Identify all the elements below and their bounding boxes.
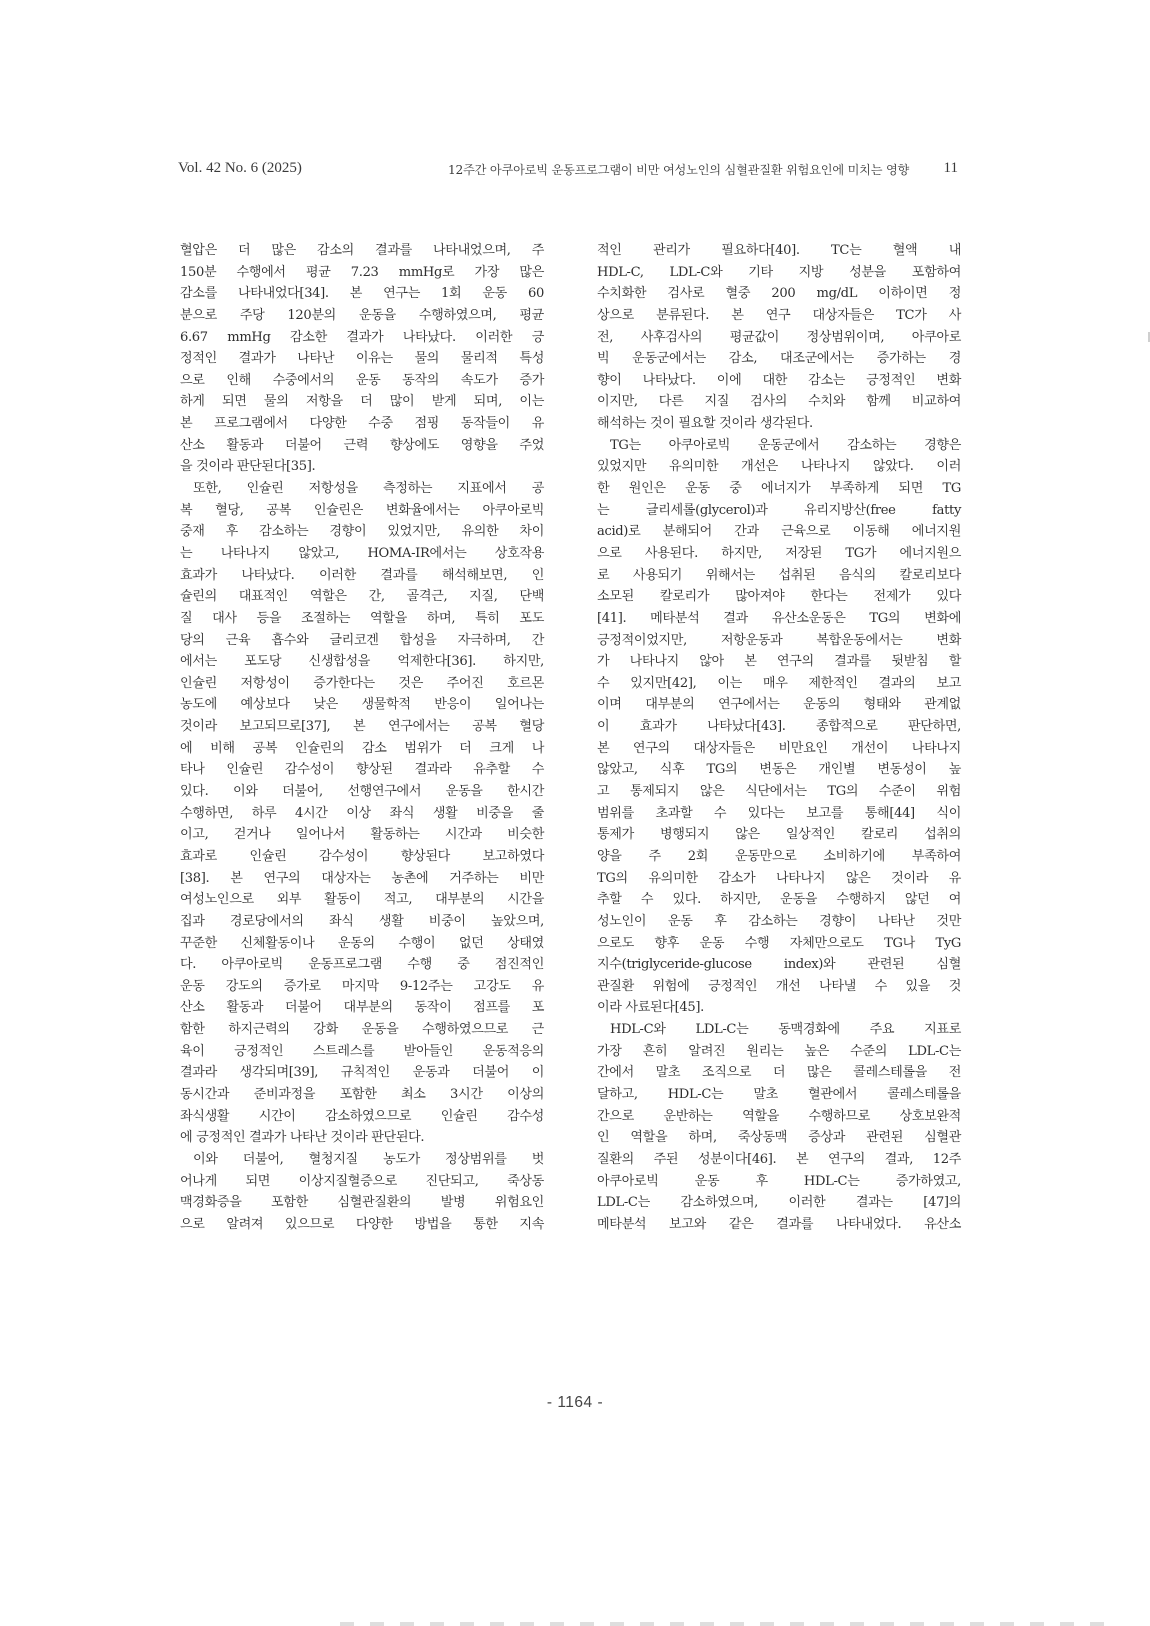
text-line: 정적인 결과가 나타난 이유는 물의 물리적 특성 [180, 351, 544, 367]
text-line: HDL-C, LDL-C와 기타 지방 성분을 포함하여 [597, 264, 961, 280]
text-line: 이지만, 다른 지질 검사의 수치와 함께 비교하여 [597, 394, 961, 410]
text-line: 이고, 걷거나 일어나서 활동하는 시간과 비슷한 [180, 827, 544, 843]
text-line: 에 비해 공복 인슐린의 감소 범위가 더 크게 나 [180, 740, 544, 756]
text-line: 복 혈당, 공복 인슐린은 변화율에서는 아쿠아로빅 [180, 502, 544, 518]
text-line: 있었지만 유의미한 개선은 나타나지 않았다. 이러 [597, 459, 961, 475]
text-line: 6.67 mmHg 감소한 결과가 나타났다. 이러한 긍 [180, 329, 544, 345]
text-line: 않았고, 식후 TG의 변동은 개인별 변동성이 높 [597, 762, 961, 778]
text-line: 범위를 초과할 수 있다는 보고를 통해[44] 식이 [597, 805, 961, 821]
text-line: 추할 수 있다. 하지만, 운동을 수행하지 않던 여 [597, 892, 961, 908]
journal-volume: Vol. 42 No. 6 (2025) [178, 160, 302, 176]
text-line: 150분 수행에서 평균 7.23 mmHg로 가장 많은 [180, 264, 544, 280]
text-line: 동시간과 준비과정을 포함한 최소 3시간 이상의 [180, 1086, 544, 1102]
text-line: 산소 활동과 더불어 대부분의 동작이 점프를 포 [180, 1000, 544, 1016]
text-line: 메타분석 보고와 같은 결과를 나타내었다. 유산소 [597, 1216, 961, 1232]
text-line: 육이 긍정적인 스트레스를 받아들인 운동적응의 [180, 1043, 544, 1059]
text-line: 성노인이 운동 후 감소하는 경향이 나타난 것만 [597, 913, 961, 929]
text-line: acid)로 분해되어 간과 근육으로 이동해 에너지원 [597, 524, 961, 540]
text-line: 인슐린 저항성이 증가한다는 것은 주어진 호르몬 [180, 675, 544, 691]
text-line: 하게 되면 물의 저항을 더 많이 받게 되며, 이는 [180, 394, 544, 410]
text-line: 또한, 인슐린 저항성을 측정하는 지표에서 공 [193, 481, 544, 497]
text-line: 간으로 운반하는 역할을 수행하므로 상호보완적 [597, 1108, 961, 1124]
text-line: 운동 강도의 증가로 마지막 9-12주는 고강도 유 [180, 978, 544, 994]
text-line: 질 대사 등을 조절하는 역할을 하며, 특히 포도 [180, 610, 544, 626]
text-line: 에 긍정적인 결과가 나타난 것이라 판단된다. [180, 1130, 425, 1146]
text-line: 로 사용되기 위해서는 섭취된 음식의 칼로리보다 [597, 567, 961, 583]
text-line: 으로 인해 수중에서의 운동 동작의 속도가 증가 [180, 372, 544, 388]
running-header [178, 158, 958, 182]
text-line: 인 역할을 하며, 죽상동맥 증상과 관련된 심혈관 [597, 1130, 961, 1146]
text-line: 이와 더불어, 혈청지질 농도가 정상범위를 벗 [193, 1151, 544, 1167]
left-text-column [180, 240, 544, 1235]
text-line: 맥경화증을 포함한 심혈관질환의 발병 위험요인 [180, 1195, 544, 1211]
text-line: 가장 흔히 알려진 원리는 높은 수준의 LDL-C는 [597, 1043, 961, 1059]
text-line: 타나 인슐린 감수성이 향상된 결과라 유추할 수 [180, 762, 544, 778]
text-line: 이며 대부분의 연구에서는 운동의 형태와 관계없 [597, 697, 961, 713]
text-line: 으로도 향후 운동 수행 자체만으로도 TG나 TyG [597, 935, 961, 951]
text-line: 어나게 되면 이상지질혈증으로 진단되고, 죽상동 [180, 1173, 544, 1189]
text-line: 당의 근육 흡수와 글리코겐 합성을 자극하며, 간 [180, 632, 544, 648]
text-line: 빅 운동군에서는 감소, 대조군에서는 증가하는 경 [597, 351, 961, 367]
header-page-number: 11 [943, 160, 958, 176]
text-line: 혈압은 더 많은 감소의 결과를 나타내었으며, 주 [180, 243, 544, 258]
text-line: 집과 경로당에서의 좌식 생활 비중이 높았으며, [180, 913, 544, 929]
text-line: 함한 하지근력의 강화 운동을 수행하였으므로 근 [180, 1022, 544, 1038]
text-line: 간에서 말초 조직으로 더 많은 콜레스테롤을 전 [597, 1065, 961, 1081]
text-line: 꾸준한 신체활동이나 운동의 수행이 없던 상태였 [180, 935, 544, 951]
text-line: 향이 나타났다. 이에 대한 감소는 긍정적인 변화 [597, 372, 961, 388]
text-line: 아쿠아로빅 운동 후 HDL-C는 증가하였고, [597, 1173, 961, 1189]
text-line: 달하고, HDL-C는 말초 혈관에서 콜레스테롤을 [597, 1086, 961, 1102]
text-line: 지수(triglyceride-glucose index)와 관련된 심혈 [597, 957, 961, 973]
text-line: 긍정적이었지만, 저항운동과 복합운동에서는 변화 [597, 632, 961, 648]
text-line: 산소 활동과 더불어 근력 향상에도 영향을 주었 [180, 437, 544, 453]
text-line: 본 프로그램에서 다양한 수중 점핑 동작들이 유 [180, 416, 544, 432]
next-page-edge [340, 1622, 1120, 1626]
text-line: 고 통제되지 않은 식단에서는 TG의 수준이 위험 [597, 784, 961, 800]
text-line: 소모된 칼로리가 많아져야 한다는 전제가 있다 [597, 589, 961, 605]
text-line: 좌식생활 시간이 감소하였으므로 인슐린 감수성 [180, 1108, 544, 1124]
text-line: 이 효과가 나타났다[43]. 종합적으로 판단하면, [597, 719, 961, 735]
text-line: 해석하는 것이 필요할 것이라 생각된다. [597, 416, 813, 432]
text-line: 수행하면, 하루 4시간 이상 좌식 생활 비중을 줄 [180, 805, 544, 821]
text-line: 질환의 주된 성분이다[46]. 본 연구의 결과, 12주 [597, 1151, 961, 1167]
page-footer-number: - 1164 - [546, 1394, 604, 1411]
text-line: 슐린의 대표적인 역할은 간, 골격근, 지질, 단백 [180, 589, 544, 605]
text-line: 있다. 이와 더불어, 선행연구에서 운동을 한시간 [180, 784, 544, 800]
text-line: [38]. 본 연구의 대상자는 농촌에 거주하는 비만 [180, 870, 544, 886]
text-line: 는 나타나지 않았고, HOMA-IR에서는 상호작용 [180, 545, 544, 561]
text-line: 을 것이라 판단된다[35]. [180, 459, 316, 475]
text-line: 다. 아쿠아로빅 운동프로그램 수행 중 점진적인 [180, 957, 544, 973]
text-line: LDL-C는 감소하였으며, 이러한 결과는 [47]의 [597, 1195, 961, 1211]
text-line: 이라 사료된다[45]. [597, 1000, 704, 1016]
text-line: 감소를 나타내었다[34]. 본 연구는 1회 운동 60 [180, 286, 544, 302]
text-line: 통제가 병행되지 않은 일상적인 칼로리 섭취의 [597, 827, 961, 843]
right-text-column [597, 240, 961, 1235]
text-line: 으로 사용된다. 하지만, 저장된 TG가 에너지원으 [597, 545, 961, 561]
text-line: 것이라 보고되므로[37], 본 연구에서는 공복 혈당 [180, 719, 544, 735]
running-title: 12주간 아쿠아로빅 운동프로그램이 비만 여성노인의 심혈관질환 위험요인에 미치는 영향 [448, 163, 910, 177]
text-line: 에서는 포도당 신생합성을 억제한다[36]. 하지만, [180, 654, 544, 670]
text-line: 양을 주 2회 운동만으로 소비하기에 부족하여 [597, 848, 961, 864]
text-line: 수치화한 검사로 혈중 200 mg/dL 이하이면 정 [597, 286, 961, 302]
text-line: 수 있지만[42], 이는 매우 제한적인 결과의 보고 [597, 675, 961, 691]
text-line: 분으로 주당 120분의 운동을 수행하였으며, 평균 [180, 307, 544, 323]
text-line: HDL-C와 LDL-C는 동맥경화에 주요 지표로 [610, 1022, 961, 1038]
text-line: 가 나타나지 않아 본 연구의 결과를 뒷받침 할 [597, 654, 961, 670]
text-line: 여성노인으로 외부 활동이 적고, 대부분의 시간을 [180, 892, 544, 908]
text-line: TG는 아쿠아로빅 운동군에서 감소하는 경향은 [610, 437, 961, 453]
text-line: TG의 유의미한 감소가 나타나지 않은 것이라 유 [597, 870, 961, 886]
text-line: 한 원인은 운동 중 에너지가 부족하게 되면 TG [597, 481, 961, 497]
text-line: 관질환 위험에 긍정적인 개선 나타낼 수 있을 것 [597, 978, 961, 994]
text-line: [41]. 메타분석 결과 유산소운동은 TG의 변화에 [597, 610, 961, 626]
text-line: 본 연구의 대상자들은 비만요인 개선이 나타나지 [597, 740, 961, 756]
text-line: 효과가 나타났다. 이러한 결과를 해석해보면, 인 [180, 567, 544, 583]
text-line: 으로 알려져 있으므로 다양한 방법을 통한 지속 [180, 1216, 544, 1232]
text-line: 적인 관리가 필요하다[40]. TC는 혈액 내 [597, 243, 961, 258]
text-line: 전, 사후검사의 평균값이 정상범위이며, 아쿠아로 [597, 329, 961, 345]
text-line: 결과라 생각되며[39], 규칙적인 운동과 더불어 이 [180, 1065, 544, 1081]
text-line: 농도에 예상보다 낮은 생물학적 반응이 일어나는 [180, 697, 544, 713]
text-line: 효과로 인슐린 감수성이 향상된다 보고하였다 [180, 848, 544, 864]
text-line: 중재 후 감소하는 경향이 있었지만, 유의한 차이 [180, 524, 544, 540]
text-line: 는 글리세롤(glycerol)과 유리지방산(free fatty [597, 502, 961, 518]
text-line: 상으로 분류된다. 본 연구 대상자들은 TC가 사 [597, 307, 961, 323]
